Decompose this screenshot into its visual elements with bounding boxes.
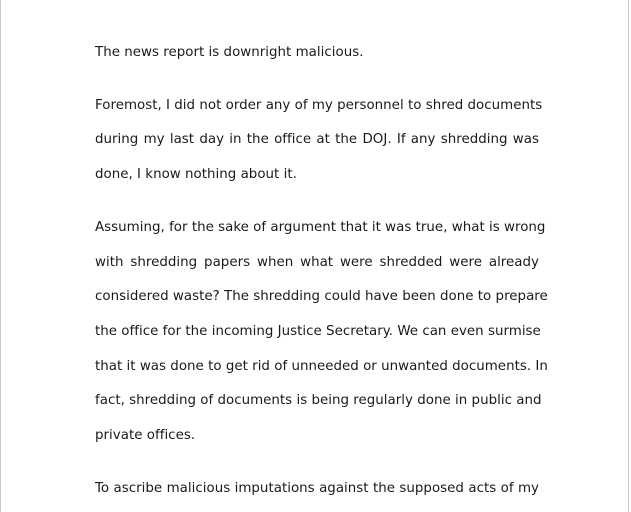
text-line: fact, shredding of documents is being regularly done in public and <box>95 393 542 409</box>
text-line: Foremost, I did not order any of my personnel to shred documents <box>95 97 543 113</box>
document-body <box>95 36 548 506</box>
text-line: the office for the incoming Justice Secretary. We can even surmise <box>95 323 541 339</box>
text-line: considered waste? The shredding could have been done to prepare <box>95 289 548 305</box>
text-line: Assuming, for the sake of argument that it was true, what is wrong <box>95 219 546 235</box>
text-line: done, I know nothing about it. <box>95 167 297 183</box>
paragraph-4 <box>95 472 539 507</box>
paragraph-1 <box>95 36 539 71</box>
text-line: with shredding papers when what were shredded were already <box>95 254 539 270</box>
text-line: that it was done to get rid of unneeded or unwanted documents. In <box>95 358 548 374</box>
text-line: The news report is downright malicious. <box>95 45 364 60</box>
text-line: To ascribe malicious imputations against the supposed acts of my <box>95 480 539 496</box>
text-line: during my last day in the office at the DOJ. If any shredding was <box>95 132 539 148</box>
paragraph-2 <box>95 89 543 193</box>
text-line: private offices. <box>95 428 196 444</box>
paragraph-3 <box>95 211 548 454</box>
